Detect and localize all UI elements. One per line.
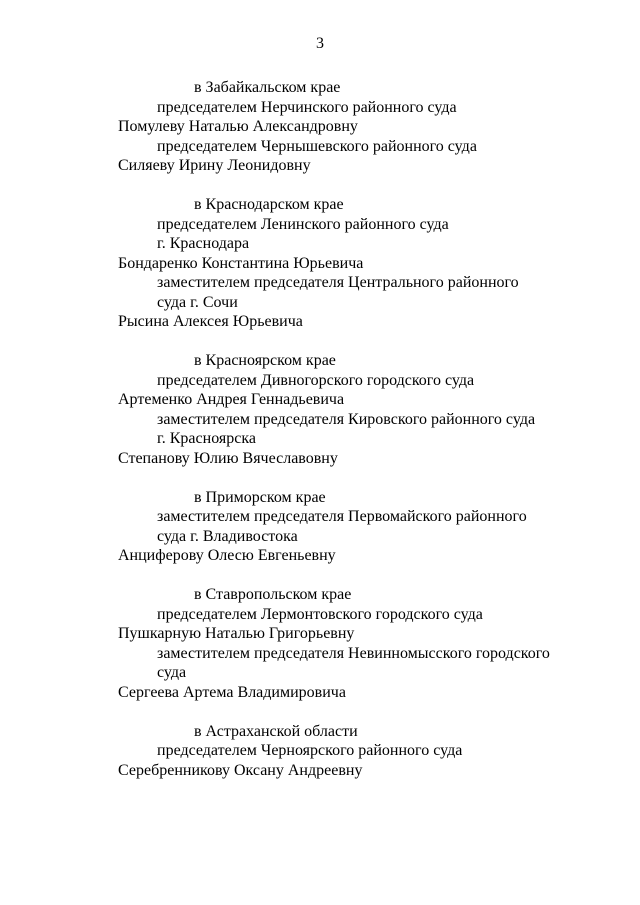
position-line: председателем Дивногорского городского суда xyxy=(157,371,475,389)
position-line: председателем Черноярского районного суда xyxy=(157,742,463,759)
region-heading: в Забайкальском крае xyxy=(194,79,341,96)
region-heading: в Астраханской области xyxy=(194,722,358,740)
section-astrakhan xyxy=(0,722,640,781)
position-line: суда xyxy=(157,664,187,681)
position-line: заместителем председателя Центрального районного xyxy=(157,274,519,291)
person-name: Степанову Юлию Вячеславовну xyxy=(118,449,338,467)
position-line: г. Красноярска xyxy=(157,430,256,447)
person-name: Помулеву Наталью Александровну xyxy=(118,118,358,135)
position-line: председателем Нерчинского районного суда xyxy=(157,98,457,116)
position-line: заместителем председателя Первомайского районного xyxy=(157,508,527,525)
section-zabaikalsky xyxy=(0,78,640,176)
region-heading: в Ставропольском крае xyxy=(194,586,352,603)
position-line: суда г. Владивостока xyxy=(157,527,298,545)
person-name: Бондаренко Константина Юрьевича xyxy=(118,254,364,272)
region-heading: в Краснодарском крае xyxy=(194,196,344,213)
section-krasnoyarsk xyxy=(0,351,640,468)
region-heading: в Красноярском крае xyxy=(194,352,336,369)
section-stavropol xyxy=(0,585,640,702)
person-name: Пушкарную Наталью Григорьевну xyxy=(118,625,355,642)
page-number: 3 xyxy=(316,35,324,52)
person-name: Сергеева Артема Владимировича xyxy=(118,683,346,701)
position-line: заместителем председателя Невинномысского городского xyxy=(157,644,550,662)
position-line: суда г. Сочи xyxy=(157,293,238,311)
position-line: г. Краснодара xyxy=(157,235,250,252)
person-name: Серебренникову Оксану Андреевну xyxy=(118,761,363,779)
person-name: Анциферову Олесю Евгеньевну xyxy=(118,547,336,564)
region-heading: в Приморском крае xyxy=(194,488,326,506)
position-line: председателем Чернышевского районного суда xyxy=(157,137,477,155)
position-line: председателем Ленинского районного суда xyxy=(157,215,449,233)
position-line: заместителем председателя Кировского районного суда xyxy=(157,410,536,428)
section-primorsky xyxy=(0,488,640,566)
person-name: Артеменко Андрея Геннадьевича xyxy=(118,391,345,408)
section-krasnodar xyxy=(0,195,640,332)
person-name: Рысина Алексея Юрьевича xyxy=(118,313,303,330)
appointments-list xyxy=(0,78,640,780)
position-line: председателем Лермонтовского городского суда xyxy=(157,605,483,623)
person-name: Силяеву Ирину Леонидовну xyxy=(118,157,311,174)
